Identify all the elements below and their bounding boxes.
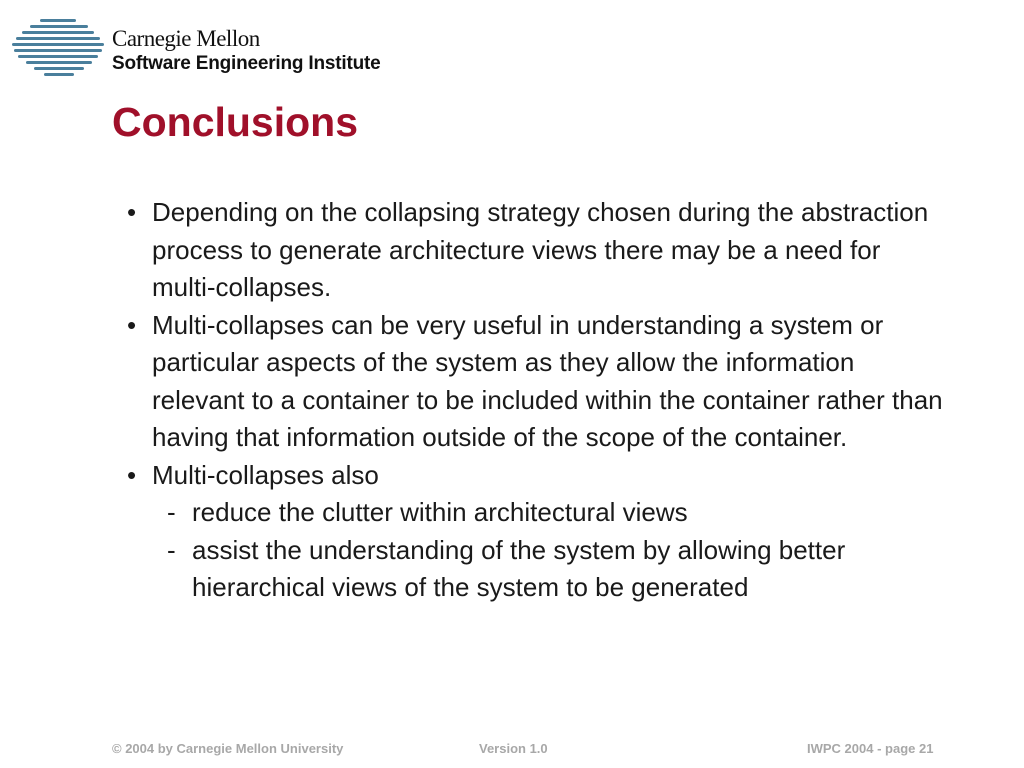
sub-bullet-text: assist the understanding of the system by allowing better hierarchical views of the system to be generated (192, 534, 846, 602)
sub-bullet-marker: - (167, 534, 176, 565)
bullet-item (127, 307, 947, 457)
sub-bullet-marker: - (167, 497, 176, 527)
bullet-text: Multi-collapses can be very useful in understanding a system or particular aspects of the system as they allow the information relevant to a container to be included within the container rather than having that information outside of the scope of the container. (152, 309, 943, 452)
bullet-text: Multi-collapses also (152, 459, 379, 490)
institution-logo (112, 26, 380, 76)
slide-content (127, 194, 947, 607)
slide-title: Conclusions (112, 99, 359, 145)
bullet-item (127, 457, 947, 495)
sub-bullet-list (167, 494, 947, 607)
logo-university-name: Carnegie Mellon (112, 26, 260, 51)
logo-institute-name: Software Engineering Institute (112, 53, 381, 74)
bullet-marker: • (127, 309, 137, 340)
sub-bullet-item (167, 532, 947, 607)
footer-version: Version 1.0 (479, 741, 548, 756)
footer-page-number: IWPC 2004 - page 21 (807, 741, 934, 756)
bullet-text: Depending on the collapsing strategy chosen during the abstraction process to generate architecture views there may be a need for multi-collapses. (152, 197, 929, 302)
sub-bullet-text: reduce the clutter within architectural views (192, 497, 688, 527)
bullet-marker: • (127, 459, 137, 490)
footer-copyright: © 2004 by Carnegie Mellon University (112, 741, 344, 756)
bullet-item (127, 194, 947, 307)
bullet-marker: • (127, 197, 137, 227)
sub-bullet-item (167, 494, 947, 532)
seal-stripes-icon (12, 18, 104, 76)
